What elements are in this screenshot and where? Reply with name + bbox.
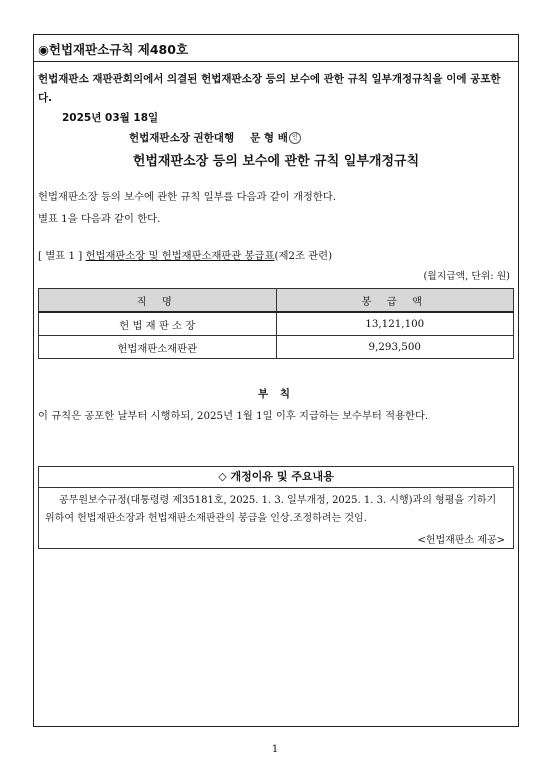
row-position: 헌법재판소재판관 bbox=[39, 336, 277, 359]
rule-line-2: 별표 1을 다음과 같이 한다. bbox=[38, 213, 161, 225]
unit-note: (월지급액, 단위: 원) bbox=[423, 271, 510, 282]
reason-box bbox=[38, 466, 514, 549]
seal-icon: 인 bbox=[289, 132, 301, 144]
table-row bbox=[39, 336, 514, 359]
annex-title: 헌법재판소장 및 헌법재판소재판관 봉급표 bbox=[85, 250, 275, 262]
rule-line-1: 헌법재판소장 등의 보수에 관한 규칙 일부를 다음과 같이 개정한다. bbox=[38, 191, 337, 203]
page-number: 1 bbox=[271, 744, 279, 755]
promulgation-text: 헌법재판소 재판관회의에서 의결된 헌법재판소장 등의 보수에 관한 규칙 일부개정규칙을 이에 공포한다. bbox=[38, 73, 501, 104]
annex-suffix: (제2조 관련) bbox=[274, 250, 333, 262]
promulgation-date: 2025년 03월 18일 bbox=[62, 112, 159, 124]
supplementary-text: 이 규칙은 공포한 날부터 시행하되, 2025년 1월 1일 이후 지급하는 보수부터 적용한다. bbox=[38, 410, 429, 422]
header-box bbox=[34, 35, 518, 62]
row-amount: 9,293,500 bbox=[276, 336, 514, 359]
row-position: 헌 법 재 판 소 장 bbox=[39, 312, 277, 336]
salary-table bbox=[38, 288, 514, 359]
header-amount: 봉 급 액 bbox=[276, 289, 514, 313]
signer-line bbox=[129, 130, 301, 145]
annex-prefix: [ 별표 1 ] bbox=[38, 250, 86, 262]
law-title: ◉헌법재판소규칙 제480호 bbox=[38, 42, 189, 57]
reason-heading: ◇ 개정이유 및 주요내용 bbox=[39, 467, 513, 488]
document-frame bbox=[33, 34, 519, 727]
table-row bbox=[39, 312, 514, 336]
signer-name: 문 형 배 bbox=[250, 132, 288, 144]
header-position: 직 명 bbox=[39, 289, 277, 313]
rule-title: 헌법재판소장 등의 보수에 관한 규칙 일부개정규칙 bbox=[132, 154, 420, 169]
supplementary-title: 부 칙 bbox=[258, 388, 294, 400]
row-amount: 13,121,100 bbox=[276, 312, 514, 336]
reason-body: 공무원보수규정(대통령령 제35181호, 2025. 1. 3. 일부개정, 2025. 1. 3. 시행)과의 형평을 기하기 위하여 헌법재판소장과 헌법재판소재판관의 봉급을 인상․조정하려는 것임. bbox=[45, 495, 497, 524]
reason-source: <헌법재판소 제공> bbox=[417, 535, 505, 546]
signer-role: 헌법재판소장 권한대행 bbox=[129, 132, 235, 144]
annex-heading bbox=[38, 247, 332, 262]
